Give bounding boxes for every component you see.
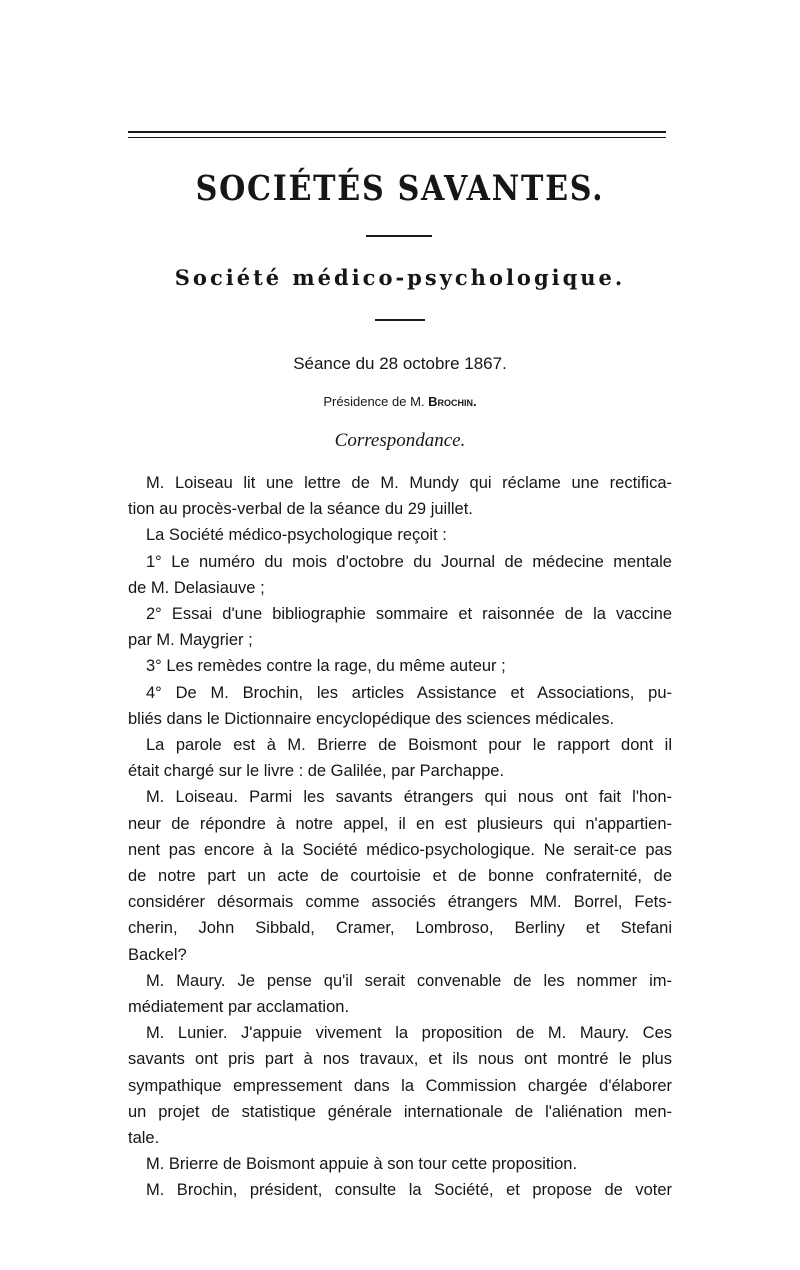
president-name: Brochin. bbox=[428, 394, 477, 409]
text-line: M. Loiseau lit une lettre de M. Mundy qui réclame une rectifica- bbox=[146, 474, 672, 492]
text-line: 2° Essai d'une bibliographie sommaire et raisonnée de la vaccine bbox=[146, 605, 672, 624]
text-line: nent pas encore à la Société médico-psychologique. Ne serait-ce pas bbox=[128, 840, 672, 859]
text-line: savants ont pris part à nos travaux, et ils nous ont montré le plus bbox=[128, 1050, 672, 1069]
top-double-rule bbox=[128, 131, 666, 133]
text-line: de notre part un acte de courtoisie et de bonne confraternité, de bbox=[128, 867, 672, 886]
text-line: M. Lunier. J'appuie vivement la proposition de M. Maury. Ces bbox=[146, 1024, 672, 1043]
text-line: La parole est à M. Brierre de Boismont pour le rapport dont il bbox=[146, 736, 672, 755]
text-line: 3° Les remèdes contre la rage, du même auteur ; bbox=[146, 657, 506, 676]
text-line: neur de répondre à notre appel, il en est plusieurs qui n'appartien- bbox=[128, 814, 672, 833]
text-line: M. Maury. Je pense qu'il serait convenable de les nommer im- bbox=[146, 971, 672, 990]
text-line: Backel? bbox=[128, 945, 187, 964]
text-line: par M. Maygrier ; bbox=[128, 631, 253, 650]
subtitle-divider bbox=[375, 319, 425, 321]
text-line: était chargé sur le livre : de Galilée, par Parchappe. bbox=[128, 762, 505, 781]
text-line: M. Brochin, président, consulte la Société, et propose de voter bbox=[146, 1181, 672, 1200]
correspondance-heading: Correspondance. bbox=[334, 430, 466, 451]
section-title: SOCIÉTÉS SAVANTES. bbox=[195, 168, 605, 209]
text-line: 1° Le numéro du mois d'octobre du Journal de médecine mentale bbox=[146, 552, 672, 571]
text-line: de M. Delasiauve ; bbox=[128, 578, 265, 597]
text-line: bliés dans le Dictionnaire encyclopédique des sciences médicales. bbox=[128, 709, 615, 728]
society-subtitle: Société médico-psychologique. bbox=[174, 265, 626, 290]
text-line: La Société médico-psychologique reçoit : bbox=[146, 526, 447, 545]
text-line: considérer désormais comme associés étrangers MM. Borrel, Fets- bbox=[128, 893, 672, 912]
text-line: M. Brierre de Boismont appuie à son tour cette proposition. bbox=[146, 1155, 578, 1174]
text-line: tale. bbox=[128, 1129, 160, 1148]
presidence-prefix: Présidence de M. bbox=[323, 394, 429, 409]
text-line: 4° De M. Brochin, les articles Assistance et Associations, pu- bbox=[146, 683, 672, 702]
top-double-rule-lower bbox=[128, 137, 666, 138]
text-line: médiatement par acclamation. bbox=[128, 998, 350, 1017]
text-line: tion au procès-verbal de la séance du 29 juillet. bbox=[128, 500, 473, 519]
text-line: sympathique empressement dans la Commission chargée d'élaborer bbox=[128, 1076, 672, 1095]
presidence-line bbox=[0, 394, 800, 409]
body-text bbox=[128, 470, 672, 1204]
text-line: un projet de statistique générale internationale de l'aliénation men- bbox=[128, 1102, 672, 1121]
text-line: M. Loiseau. Parmi les savants étrangers qui nous ont fait l'hon- bbox=[146, 788, 672, 807]
title-divider bbox=[366, 235, 432, 237]
seance-date: Séance du 28 octobre 1867. bbox=[293, 354, 507, 373]
text-line: cherin, John Sibbald, Cramer, Lombroso, Berliny et Stefani bbox=[128, 919, 672, 938]
